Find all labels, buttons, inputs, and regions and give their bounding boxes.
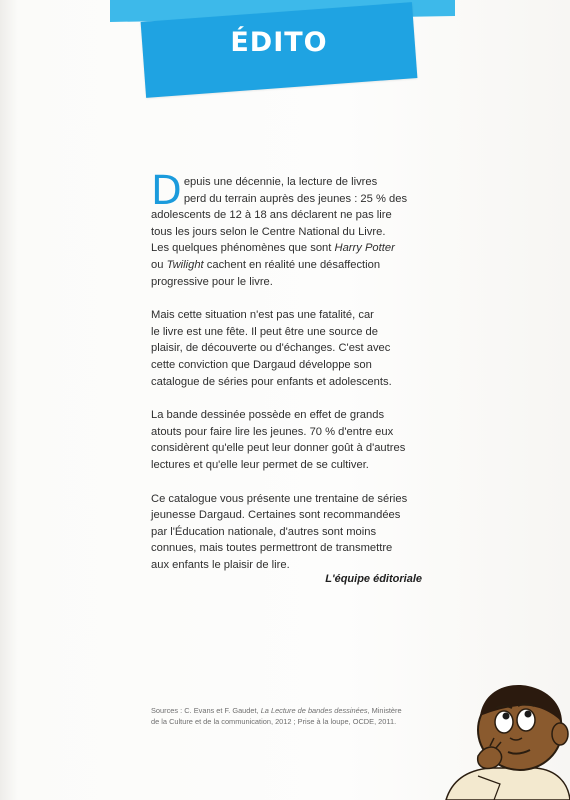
drop-cap: D [151, 168, 182, 214]
edito-body [151, 168, 426, 590]
text-line: ou Twilight cachent en réalité une désaffection [151, 258, 381, 271]
text-line: tous les jours selon le Centre National du Livre. [151, 225, 386, 238]
text-line: perd du terrain auprès des jeunes : 25 % des [183, 192, 408, 205]
cartoon-boy-thinking-icon [438, 672, 570, 800]
text-line: jeunesse Dargaud. Certaines sont recommandées [151, 509, 401, 522]
text-line: par l'Éducation nationale, d'autres sont moins [151, 525, 377, 538]
text-line: atouts pour faire lire les jeunes. 70 % d'entre eux [151, 425, 394, 438]
page-title: ÉDITO [230, 27, 328, 58]
text-line: de la Culture et de la communication, 2012 ; Prise à la loupe, OCDE, 2011. [151, 716, 397, 726]
text-line: plaisir, de découverte ou d'échanges. C'est avec [151, 342, 391, 355]
text-line: adolescents de 12 à 18 ans déclarent ne pas lire [151, 209, 392, 222]
text-line: cette conviction que Dargaud développe son [151, 358, 372, 371]
paragraph-lines [151, 168, 426, 290]
paragraph [151, 307, 426, 390]
text-line: catalogue de séries pour enfants et adolescents. [151, 375, 392, 388]
signature: L'équipe éditoriale [325, 573, 422, 585]
text-line: connues, mais toutes permettront de transmettre [151, 542, 393, 555]
text-line: Mais cette situation n'est pas une fatalité, car [151, 309, 374, 322]
text-line: La bande dessinée possède en effet de grands [151, 409, 385, 422]
paragraph [151, 491, 426, 574]
text-line: Sources : C. Evans et F. Gaudet, La Lecture de bandes dessinées, Ministère [151, 706, 402, 715]
text-line: lectures et qu'elle leur permet de se cultiver. [151, 458, 369, 471]
text-line: progressive pour le livre. [151, 275, 273, 288]
paragraph [151, 407, 426, 473]
text-line: Les quelques phénomènes que sont Harry Potter [151, 242, 395, 255]
paragraph [151, 168, 426, 290]
text-line: considèrent qu'elle peut leur donner goût à d'autres [151, 442, 406, 455]
text-line: epuis une décennie, la lecture de livres [183, 176, 378, 188]
sources-note [151, 706, 451, 727]
text-line: aux enfants le plaisir de lire. [151, 558, 290, 571]
text-line: Ce catalogue vous présente une trentaine de séries [151, 492, 408, 505]
text-line: le livre est une fête. Il peut être une source de [151, 325, 378, 338]
